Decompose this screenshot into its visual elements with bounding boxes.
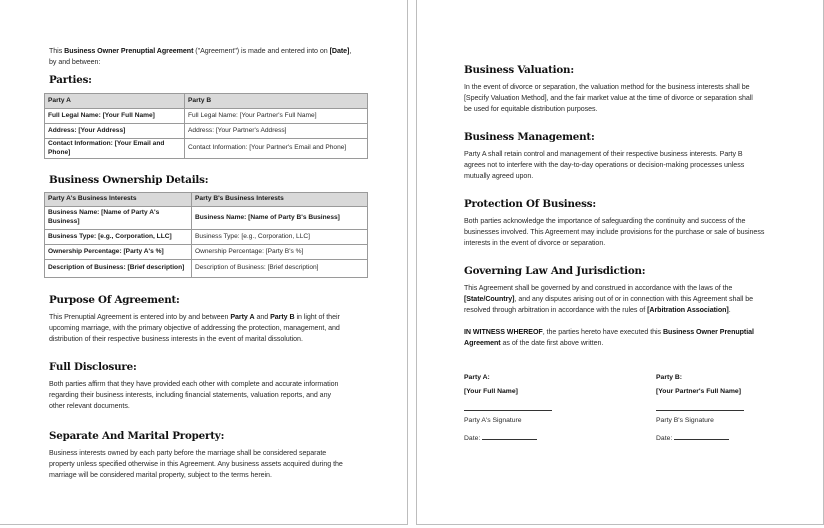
governing-law-paragraph — [464, 283, 809, 317]
paragraph-text: In the event of divorce or separation, the valuation method for the business interests shall be — [464, 83, 750, 91]
table-cell[interactable]: Contact Information: [Your Email and Phone] — [45, 139, 185, 159]
table-row — [45, 260, 368, 278]
paragraph-text: be used for equitable distribution purposes. — [464, 105, 598, 114]
party-a-signature-line[interactable] — [464, 410, 552, 411]
paragraph-text: mutually agreed upon. — [464, 172, 534, 181]
paragraph-text: , and any disputes arising out of or in connection with this Agreement shall be — [514, 295, 754, 304]
table-cell[interactable]: Business Name: [Name of Party A's Business] — [45, 207, 192, 230]
parties-heading: Parties: — [49, 74, 92, 86]
table-cell[interactable]: Contact Information: [Your Partner's Email and Phone] — [185, 139, 368, 159]
intro-paragraph — [49, 46, 389, 68]
table-cell[interactable]: Business Type: [e.g., Corporation, LLC] — [192, 230, 368, 245]
paragraph-text: as of the date first above written. — [500, 339, 604, 348]
intro-text: , — [349, 47, 352, 55]
table-cell[interactable]: Full Legal Name: [Your Partner's Full Name] — [185, 109, 368, 124]
table-header-row — [45, 193, 368, 207]
party-b-ref: Party B — [270, 313, 295, 321]
governing-law-heading: Governing Law And Jurisdiction: — [464, 265, 646, 277]
table-row — [45, 245, 368, 260]
paragraph-text: Party A shall retain control and management of their respective business interests. Party B — [464, 150, 743, 158]
separate-property-paragraph — [49, 448, 389, 482]
intro-text: by and between: — [49, 58, 101, 67]
protection-paragraph — [464, 216, 809, 250]
paragraph-text: Both parties affirm that they have provided each other with complete and accurate information — [49, 380, 339, 388]
intro-text: This — [49, 47, 65, 55]
paragraph-text: resolved through arbitration in accordance with the rules of — [464, 306, 648, 315]
paragraph-text: upcoming marriage, with the primary objective of addressing the protection, management, and — [49, 324, 340, 333]
party-a-date-field[interactable] — [482, 432, 537, 440]
party-a-ref: Party A — [230, 313, 255, 321]
table-header-row — [45, 94, 368, 109]
table-row — [45, 124, 368, 139]
table-cell[interactable]: Ownership Percentage: [Party B's %] — [192, 245, 368, 260]
parties-table — [44, 93, 368, 159]
date-label: Date: — [464, 435, 481, 442]
paragraph-text: and — [254, 313, 271, 321]
table-cell[interactable]: Address: [Your Partner's Address] — [185, 124, 368, 139]
valuation-paragraph — [464, 82, 809, 116]
management-heading: Business Management: — [464, 131, 595, 143]
party-a-name[interactable]: [Your Full Name] — [464, 388, 518, 395]
state-country-placeholder[interactable]: [State/Country] — [464, 295, 515, 304]
party-a-signature-label: Party A's Signature — [464, 417, 522, 424]
party-b-label: Party B: — [656, 374, 683, 381]
paragraph-text: [Specify Valuation Method], and the fair market value at the time of divorce or separation shall — [464, 94, 753, 103]
purpose-heading: Purpose Of Agreement: — [49, 294, 180, 306]
date-placeholder[interactable]: [Date] — [329, 47, 350, 55]
disclosure-heading: Full Disclosure: — [49, 361, 137, 373]
paragraph-text: , the parties hereto have executed this — [542, 328, 663, 336]
table-header-cell: Party B — [185, 94, 368, 109]
agreement-title-ref: Agreement — [464, 339, 501, 348]
agreement-title-ref: Business Owner Prenuptial — [662, 328, 754, 336]
date-label: Date: — [656, 435, 673, 442]
document-page-2 — [416, 0, 824, 525]
protection-heading: Protection Of Business: — [464, 198, 596, 210]
paragraph-text: . — [728, 306, 731, 315]
paragraph-text: in light of their — [294, 313, 340, 321]
table-row — [45, 109, 368, 124]
ownership-heading: Business Ownership Details: — [49, 174, 209, 186]
party-a-date — [464, 432, 537, 442]
paragraph-text: marriage will be considered marital property, subject to the terms herein. — [49, 471, 272, 480]
paragraph-text: property unless specified otherwise in this Agreement. Any business assets acquired during the — [49, 460, 343, 469]
table-cell[interactable]: Business Name: [Name of Party B's Business] — [192, 207, 368, 230]
table-header-cell: Party A's Business Interests — [45, 193, 192, 207]
table-header-cell: Party A — [45, 94, 185, 109]
separate-property-heading: Separate And Marital Property: — [49, 430, 225, 442]
party-b-date — [656, 432, 729, 442]
paragraph-text: regarding their business interests, including financial statements, valuation reports, and any — [49, 391, 331, 400]
table-row — [45, 207, 368, 230]
paragraph-text: interests in the event of divorce or separation. — [464, 239, 606, 248]
table-row — [45, 139, 368, 159]
paragraph-text: other relevant documents. — [49, 402, 130, 411]
valuation-heading: Business Valuation: — [464, 64, 574, 76]
intro-text: ("Agreement") is made and entered into on — [193, 47, 330, 55]
witness-bold: IN WITNESS WHEREOF — [464, 328, 543, 336]
party-b-date-field[interactable] — [674, 432, 729, 440]
management-paragraph — [464, 149, 809, 183]
table-row — [45, 230, 368, 245]
paragraph-text: distribution of their respective business interests in the event of marital dissolution. — [49, 335, 303, 344]
table-cell[interactable]: Description of Business: [Brief description] — [192, 260, 368, 278]
paragraph-text: Business interests owned by each party before the marriage shall be considered separate — [49, 449, 327, 457]
table-cell[interactable]: Description of Business: [Brief description] — [45, 260, 192, 278]
paragraph-text: This Prenuptial Agreement is entered into by and between — [49, 313, 231, 321]
table-cell[interactable]: Full Legal Name: [Your Full Name] — [45, 109, 185, 124]
agreement-title: Business Owner Prenuptial Agreement — [64, 47, 194, 55]
paragraph-text: Both parties acknowledge the importance of safeguarding the continuity and success of the — [464, 217, 746, 225]
disclosure-paragraph — [49, 379, 389, 413]
ownership-table — [44, 192, 368, 278]
arbitration-association-placeholder[interactable]: [Arbitration Association] — [647, 306, 729, 315]
table-header-cell: Party B's Business Interests — [192, 193, 368, 207]
document-page-1 — [0, 0, 408, 525]
paragraph-text: businesses involved. This Agreement may include provisions for the purchase or sale of business — [464, 228, 765, 237]
party-b-signature-label: Party B's Signature — [656, 417, 714, 424]
table-cell[interactable]: Address: [Your Address] — [45, 124, 185, 139]
paragraph-text: agrees not to interfere with the day-to-day operations or decision-making processes unless — [464, 161, 745, 170]
party-b-name[interactable]: [Your Partner's Full Name] — [656, 388, 741, 395]
table-cell[interactable]: Business Type: [e.g., Corporation, LLC] — [45, 230, 192, 245]
paragraph-text: This Agreement shall be governed by and construed in accordance with the laws of the — [464, 284, 733, 292]
party-a-label: Party A: — [464, 374, 490, 381]
purpose-paragraph — [49, 312, 389, 346]
party-b-signature-line[interactable] — [656, 410, 744, 411]
witness-paragraph — [464, 327, 809, 349]
table-cell[interactable]: Ownership Percentage: [Party A's %] — [45, 245, 192, 260]
